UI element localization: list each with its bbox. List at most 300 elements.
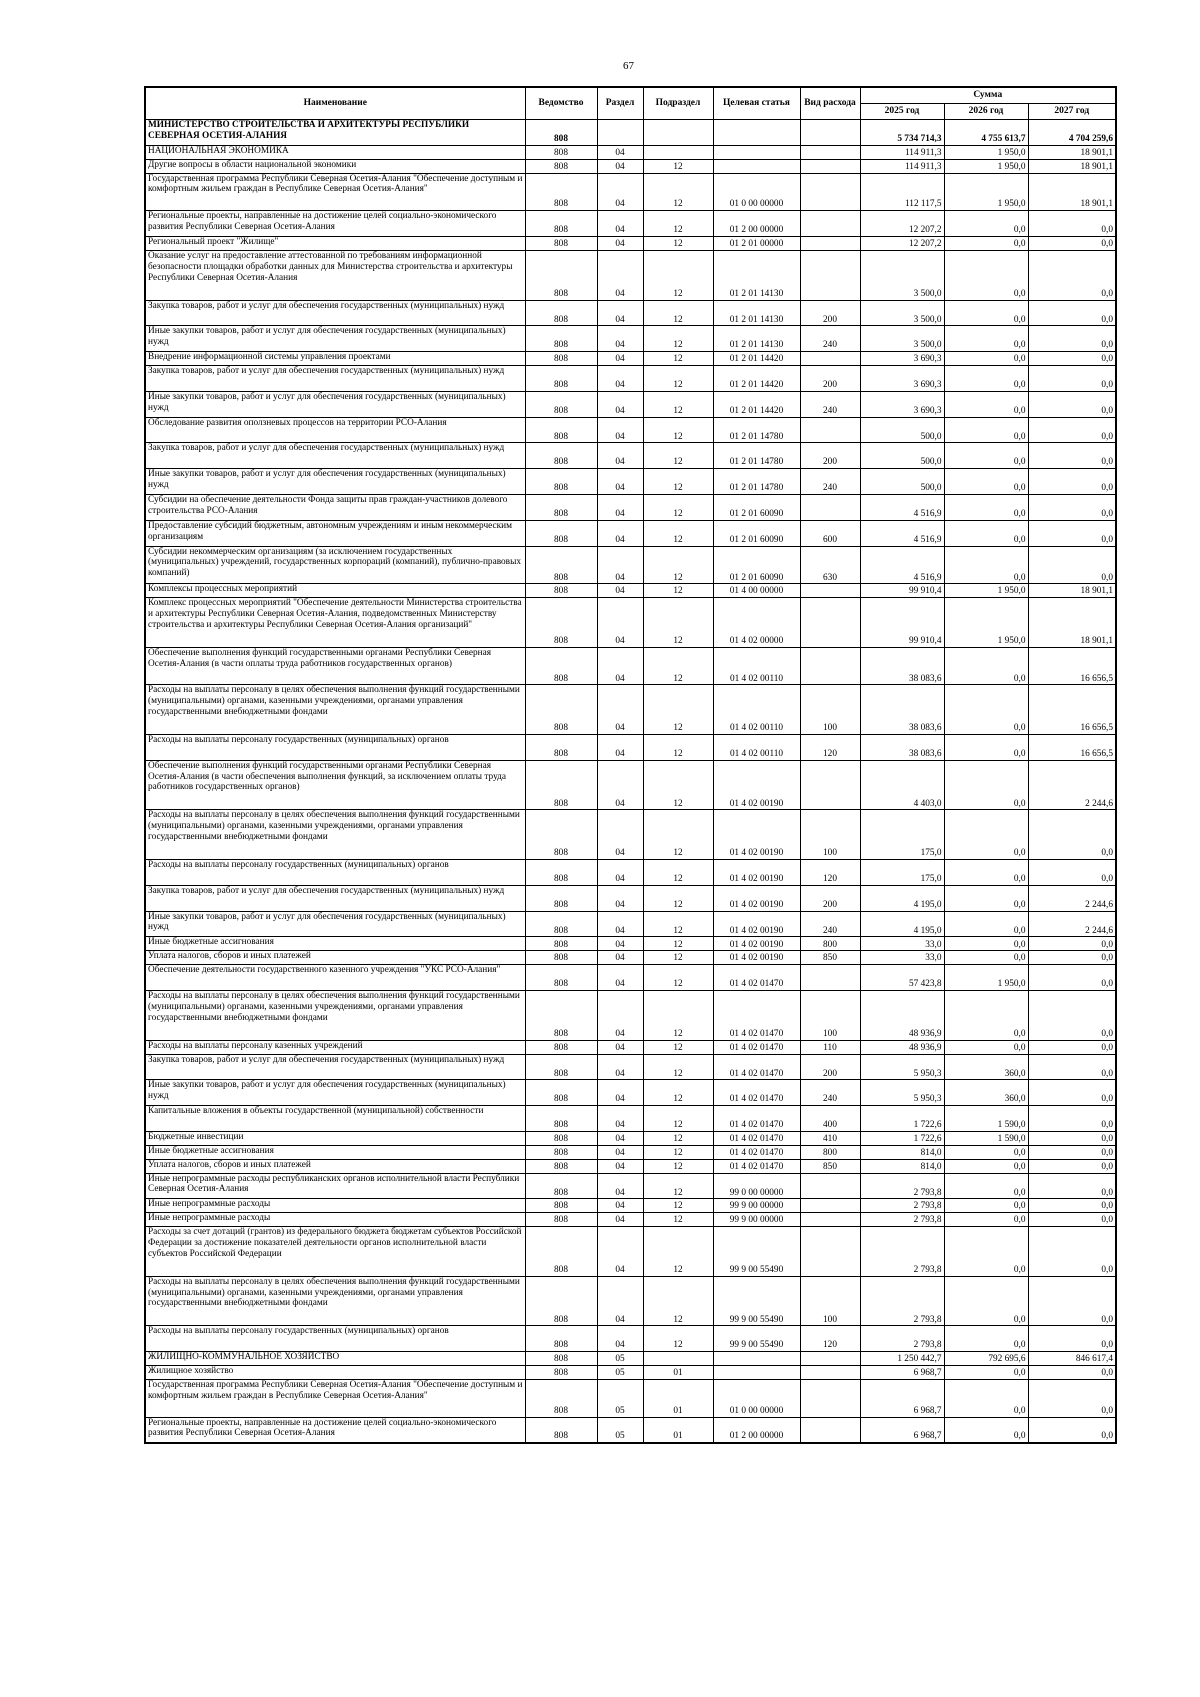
cell-vid-rashoda: 110 (800, 1040, 860, 1054)
cell-vid-rashoda: 100 (800, 810, 860, 860)
cell-vid-rashoda: 410 (800, 1131, 860, 1145)
cell-podrazdel: 12 (643, 735, 713, 761)
cell-sum-2026: 0,0 (944, 911, 1028, 937)
table-row (145, 911, 1116, 937)
cell-name: Иные бюджетные ассигнования (145, 1145, 525, 1159)
cell-celevaya-statya: 01 2 01 14130 (713, 250, 800, 300)
cell-name: Расходы на выплаты персоналу в целях обеспечения выполнения функций государственными (муниципальными) органами, казенными учреждениями, органами управления государственными внебюджетными фондами (145, 810, 525, 860)
table-row (145, 810, 1116, 860)
cell-sum-2026: 0,0 (944, 250, 1028, 300)
cell-podrazdel: 12 (643, 885, 713, 911)
cell-celevaya-statya: 99 9 00 00000 (713, 1199, 800, 1213)
cell-vedomstvo: 808 (525, 1326, 597, 1352)
cell-sum-2026: 0,0 (944, 1213, 1028, 1227)
cell-vedomstvo: 808 (525, 1417, 597, 1443)
table-row (145, 991, 1116, 1041)
cell-vedomstvo: 808 (525, 1131, 597, 1145)
cell-sum-2027: 18 901,1 (1028, 173, 1116, 211)
cell-vedomstvo: 808 (525, 495, 597, 521)
cell-celevaya-statya: 99 0 00 00000 (713, 1173, 800, 1199)
cell-vedomstvo: 808 (525, 951, 597, 965)
cell-sum-2026: 792 695,6 (944, 1352, 1028, 1366)
cell-name: Иные непрограммные расходы (145, 1213, 525, 1227)
cell-podrazdel: 12 (643, 1213, 713, 1227)
table-row (145, 1417, 1116, 1443)
cell-razdel: 04 (597, 495, 643, 521)
cell-vid-rashoda: 100 (800, 1276, 860, 1326)
table-row (145, 760, 1116, 810)
cell-vedomstvo: 808 (525, 237, 597, 251)
cell-razdel: 04 (597, 1159, 643, 1173)
cell-podrazdel: 12 (643, 366, 713, 392)
page-number: 67 (623, 60, 634, 72)
cell-sum-2027: 0,0 (1028, 1213, 1116, 1227)
cell-sum-2027: 18 901,1 (1028, 145, 1116, 159)
cell-sum-2025: 38 083,6 (860, 647, 944, 685)
cell-vid-rashoda (800, 598, 860, 648)
cell-celevaya-statya: 01 2 01 14130 (713, 300, 800, 326)
cell-name: Обеспечение выполнения функций государственными органами Республики Северная Осетия-Алания (в части оплаты труда работников государственных органов) (145, 647, 525, 685)
cell-name: Иные бюджетные ассигнования (145, 937, 525, 951)
cell-razdel: 04 (597, 1054, 643, 1080)
cell-sum-2026: 1 950,0 (944, 598, 1028, 648)
cell-razdel: 04 (597, 211, 643, 237)
cell-razdel: 04 (597, 885, 643, 911)
cell-sum-2026: 0,0 (944, 1199, 1028, 1213)
cell-sum-2027: 0,0 (1028, 1417, 1116, 1443)
cell-vid-rashoda: 240 (800, 1080, 860, 1106)
cell-sum-2026: 0,0 (944, 1379, 1028, 1417)
cell-sum-2025: 3 500,0 (860, 326, 944, 352)
cell-razdel: 05 (597, 1366, 643, 1380)
cell-razdel: 04 (597, 647, 643, 685)
cell-podrazdel: 12 (643, 1326, 713, 1352)
cell-celevaya-statya: 01 2 01 60090 (713, 520, 800, 546)
table-row (145, 443, 1116, 469)
cell-podrazdel: 12 (643, 326, 713, 352)
cell-sum-2025: 33,0 (860, 951, 944, 965)
cell-razdel: 04 (597, 937, 643, 951)
cell-sum-2025: 57 423,8 (860, 965, 944, 991)
table-row (145, 1366, 1116, 1380)
table-row (145, 1159, 1116, 1173)
cell-sum-2025: 1 722,6 (860, 1131, 944, 1145)
cell-sum-2025: 6 968,7 (860, 1379, 944, 1417)
cell-sum-2025: 5 734 714,3 (860, 120, 944, 146)
cell-podrazdel: 12 (643, 991, 713, 1041)
cell-sum-2026: 1 950,0 (944, 145, 1028, 159)
cell-razdel: 04 (597, 584, 643, 598)
cell-sum-2025: 814,0 (860, 1145, 944, 1159)
cell-sum-2026: 0,0 (944, 860, 1028, 886)
cell-vid-rashoda (800, 237, 860, 251)
cell-vedomstvo: 808 (525, 520, 597, 546)
cell-vid-rashoda (800, 647, 860, 685)
table-row (145, 1276, 1116, 1326)
table-row (145, 965, 1116, 991)
cell-razdel: 04 (597, 391, 643, 417)
cell-name: ЖИЛИЩНО-КОММУНАЛЬНОЕ ХОЗЯЙСТВО (145, 1352, 525, 1366)
cell-razdel: 04 (597, 760, 643, 810)
cell-vid-rashoda (800, 1352, 860, 1366)
cell-sum-2026: 360,0 (944, 1080, 1028, 1106)
cell-sum-2025: 1 722,6 (860, 1106, 944, 1132)
cell-celevaya-statya: 01 4 02 00110 (713, 685, 800, 735)
cell-name: Закупка товаров, работ и услуг для обеспечения государственных (муниципальных) нужд (145, 300, 525, 326)
cell-razdel: 04 (597, 326, 643, 352)
cell-name: Иные закупки товаров, работ и услуг для обеспечения государственных (муниципальных) нужд (145, 391, 525, 417)
cell-razdel: 04 (597, 443, 643, 469)
cell-sum-2027: 0,0 (1028, 1173, 1116, 1199)
cell-vid-rashoda (800, 250, 860, 300)
cell-razdel: 04 (597, 965, 643, 991)
cell-sum-2026: 0,0 (944, 1173, 1028, 1199)
cell-podrazdel: 12 (643, 911, 713, 937)
cell-podrazdel: 12 (643, 1145, 713, 1159)
cell-sum-2025: 175,0 (860, 810, 944, 860)
cell-name: Оказание услуг на предоставление аттестованной по требованиям информационной безопасности площадки обработки данных для Министерства строительства и архитектуры Республики Северная Осетия-Алания (145, 250, 525, 300)
cell-name: Комплексы процессных мероприятий (145, 584, 525, 598)
cell-vid-rashoda (800, 1366, 860, 1380)
cell-vedomstvo: 808 (525, 546, 597, 584)
header-vedomstvo: Ведомство (525, 87, 597, 120)
cell-sum-2026: 0,0 (944, 1227, 1028, 1277)
cell-vedomstvo: 808 (525, 1054, 597, 1080)
cell-name: Обеспечение выполнения функций государственными органами Республики Северная Осетия-Алания (в части обеспечения выполнения функций, за исключением оплаты труда работников государственных органов) (145, 760, 525, 810)
cell-sum-2026: 1 950,0 (944, 965, 1028, 991)
cell-vedomstvo: 808 (525, 1379, 597, 1417)
cell-sum-2026: 0,0 (944, 647, 1028, 685)
cell-vedomstvo: 808 (525, 937, 597, 951)
cell-sum-2027: 0,0 (1028, 1379, 1116, 1417)
table-header (145, 87, 1116, 120)
cell-razdel: 04 (597, 1276, 643, 1326)
header-summa: Сумма (860, 87, 1116, 104)
cell-podrazdel: 12 (643, 1173, 713, 1199)
cell-sum-2025: 2 793,8 (860, 1276, 944, 1326)
cell-razdel: 04 (597, 1213, 643, 1227)
cell-sum-2025: 2 793,8 (860, 1326, 944, 1352)
cell-sum-2025: 500,0 (860, 417, 944, 443)
cell-vid-rashoda (800, 760, 860, 810)
cell-sum-2027: 0,0 (1028, 1145, 1116, 1159)
cell-sum-2026: 0,0 (944, 735, 1028, 761)
cell-vedomstvo: 808 (525, 173, 597, 211)
cell-vid-rashoda: 200 (800, 300, 860, 326)
table-row (145, 173, 1116, 211)
cell-sum-2025: 99 910,4 (860, 598, 944, 648)
cell-sum-2027: 2 244,6 (1028, 885, 1116, 911)
cell-sum-2026: 1 950,0 (944, 159, 1028, 173)
cell-celevaya-statya (713, 145, 800, 159)
table-row (145, 584, 1116, 598)
cell-celevaya-statya: 01 2 01 14780 (713, 443, 800, 469)
cell-celevaya-statya: 01 4 02 01470 (713, 991, 800, 1041)
cell-podrazdel: 12 (643, 1276, 713, 1326)
cell-sum-2027: 0,0 (1028, 417, 1116, 443)
cell-vedomstvo: 808 (525, 647, 597, 685)
cell-sum-2027: 0,0 (1028, 1159, 1116, 1173)
cell-name: Государственная программа Республики Северная Осетия-Алания "Обеспечение доступным и комфортным жильем граждан в Республике Северная Осетия-Алания" (145, 1379, 525, 1417)
cell-sum-2026: 0,0 (944, 352, 1028, 366)
cell-name: Субсидии на обеспечение деятельности Фонда защиты прав граждан-участников долевого строительства РСО-Алания (145, 495, 525, 521)
cell-sum-2026: 0,0 (944, 951, 1028, 965)
cell-vid-rashoda: 200 (800, 885, 860, 911)
cell-sum-2026: 0,0 (944, 1040, 1028, 1054)
table-row (145, 1145, 1116, 1159)
table-row (145, 1054, 1116, 1080)
cell-vid-rashoda: 200 (800, 1054, 860, 1080)
cell-name: Иные непрограммные расходы (145, 1199, 525, 1213)
cell-sum-2026: 1 950,0 (944, 173, 1028, 211)
cell-vid-rashoda: 100 (800, 991, 860, 1041)
cell-celevaya-statya (713, 1366, 800, 1380)
cell-sum-2027: 0,0 (1028, 1040, 1116, 1054)
cell-celevaya-statya (713, 159, 800, 173)
cell-razdel: 04 (597, 1040, 643, 1054)
cell-sum-2026: 0,0 (944, 237, 1028, 251)
cell-sum-2025: 2 793,8 (860, 1227, 944, 1277)
cell-sum-2027: 0,0 (1028, 469, 1116, 495)
table-row (145, 546, 1116, 584)
cell-sum-2026: 4 755 613,7 (944, 120, 1028, 146)
table-row (145, 951, 1116, 965)
cell-sum-2027: 0,0 (1028, 250, 1116, 300)
cell-vedomstvo: 808 (525, 1106, 597, 1132)
cell-celevaya-statya: 01 2 01 14420 (713, 352, 800, 366)
cell-name: Капитальные вложения в объекты государственной (муниципальной) собственности (145, 1106, 525, 1132)
cell-name: Иные закупки товаров, работ и услуг для обеспечения государственных (муниципальных) нужд (145, 911, 525, 937)
table-row (145, 159, 1116, 173)
cell-vid-rashoda (800, 1379, 860, 1417)
cell-celevaya-statya: 01 2 01 14130 (713, 326, 800, 352)
cell-sum-2027: 0,0 (1028, 1054, 1116, 1080)
cell-vedomstvo: 808 (525, 685, 597, 735)
cell-razdel: 04 (597, 1145, 643, 1159)
cell-sum-2025: 4 516,9 (860, 546, 944, 584)
cell-celevaya-statya (713, 1352, 800, 1366)
cell-podrazdel: 12 (643, 443, 713, 469)
cell-name: Расходы на выплаты персоналу в целях обеспечения выполнения функций государственными (муниципальными) органами, казенными учреждениями, органами управления государственными внебюджетными фондами (145, 1276, 525, 1326)
cell-sum-2025: 500,0 (860, 443, 944, 469)
cell-podrazdel: 01 (643, 1379, 713, 1417)
cell-celevaya-statya: 01 4 02 00190 (713, 951, 800, 965)
cell-celevaya-statya: 01 4 02 01470 (713, 965, 800, 991)
cell-podrazdel: 12 (643, 937, 713, 951)
cell-vedomstvo: 808 (525, 885, 597, 911)
cell-celevaya-statya: 01 4 02 00110 (713, 735, 800, 761)
table-row (145, 1352, 1116, 1366)
cell-podrazdel: 12 (643, 647, 713, 685)
cell-name: МИНИСТЕРСТВО СТРОИТЕЛЬСТВА И АРХИТЕКТУРЫ РЕСПУБЛИКИ СЕВЕРНАЯ ОСЕТИЯ-АЛАНИЯ (145, 120, 525, 146)
cell-sum-2025: 2 793,8 (860, 1213, 944, 1227)
table-row (145, 469, 1116, 495)
cell-name: Субсидии некоммерческим организациям (за исключением государственных (муниципальных) учреждений, государственных корпораций (компаний), публично-правовых компаний) (145, 546, 525, 584)
cell-razdel: 04 (597, 145, 643, 159)
cell-vedomstvo: 808 (525, 352, 597, 366)
cell-sum-2027: 0,0 (1028, 937, 1116, 951)
table-row (145, 300, 1116, 326)
cell-sum-2025: 1 250 442,7 (860, 1352, 944, 1366)
cell-sum-2025: 4 403,0 (860, 760, 944, 810)
cell-vid-rashoda: 800 (800, 937, 860, 951)
cell-podrazdel: 12 (643, 951, 713, 965)
cell-podrazdel (643, 1352, 713, 1366)
cell-vid-rashoda (800, 965, 860, 991)
cell-celevaya-statya: 01 2 01 60090 (713, 546, 800, 584)
header-year-2027: 2027 год (1028, 104, 1116, 120)
table-row (145, 1131, 1116, 1145)
cell-name: Уплата налогов, сборов и иных платежей (145, 1159, 525, 1173)
cell-name: Бюджетные инвестиции (145, 1131, 525, 1145)
cell-vedomstvo: 808 (525, 810, 597, 860)
table-row (145, 860, 1116, 886)
header-year-2026: 2026 год (944, 104, 1028, 120)
cell-sum-2025: 2 793,8 (860, 1173, 944, 1199)
cell-sum-2026: 0,0 (944, 760, 1028, 810)
cell-sum-2026: 0,0 (944, 366, 1028, 392)
cell-sum-2025: 814,0 (860, 1159, 944, 1173)
table-row (145, 145, 1116, 159)
cell-podrazdel: 12 (643, 417, 713, 443)
cell-name: Иные закупки товаров, работ и услуг для обеспечения государственных (муниципальных) нужд (145, 326, 525, 352)
cell-celevaya-statya: 01 4 02 01470 (713, 1159, 800, 1173)
cell-razdel: 04 (597, 546, 643, 584)
cell-sum-2027: 0,0 (1028, 352, 1116, 366)
cell-name: Расходы на выплаты персоналу казенных учреждений (145, 1040, 525, 1054)
cell-sum-2025: 33,0 (860, 937, 944, 951)
cell-celevaya-statya: 01 4 02 01470 (713, 1131, 800, 1145)
cell-sum-2026: 0,0 (944, 211, 1028, 237)
cell-razdel: 04 (597, 991, 643, 1041)
table-row (145, 366, 1116, 392)
cell-celevaya-statya: 01 2 00 00000 (713, 1417, 800, 1443)
cell-sum-2027: 0,0 (1028, 810, 1116, 860)
cell-podrazdel: 12 (643, 1199, 713, 1213)
table-row (145, 598, 1116, 648)
cell-vid-rashoda: 850 (800, 951, 860, 965)
cell-vid-rashoda (800, 584, 860, 598)
cell-sum-2025: 175,0 (860, 860, 944, 886)
cell-podrazdel: 12 (643, 860, 713, 886)
cell-name: Закупка товаров, работ и услуг для обеспечения государственных (муниципальных) нужд (145, 885, 525, 911)
header-vid-rashoda: Вид расхода (800, 87, 860, 120)
header-year-2025: 2025 год (860, 104, 944, 120)
cell-sum-2027: 0,0 (1028, 391, 1116, 417)
cell-sum-2026: 0,0 (944, 810, 1028, 860)
cell-celevaya-statya: 01 2 01 14420 (713, 391, 800, 417)
cell-vid-rashoda (800, 211, 860, 237)
cell-vedomstvo: 808 (525, 1276, 597, 1326)
cell-celevaya-statya (713, 120, 800, 146)
cell-sum-2025: 6 968,7 (860, 1417, 944, 1443)
table-row (145, 1173, 1116, 1199)
cell-celevaya-statya: 01 4 02 00190 (713, 860, 800, 886)
cell-vedomstvo: 808 (525, 120, 597, 146)
header-name: Наименование (145, 87, 525, 120)
table-row (145, 417, 1116, 443)
cell-sum-2026: 0,0 (944, 1326, 1028, 1352)
cell-podrazdel: 12 (643, 495, 713, 521)
cell-sum-2027: 0,0 (1028, 443, 1116, 469)
cell-sum-2026: 0,0 (944, 520, 1028, 546)
cell-sum-2027: 0,0 (1028, 520, 1116, 546)
cell-sum-2025: 3 690,3 (860, 391, 944, 417)
cell-name: Обследование развития оползневых процессов на территории РСО-Алания (145, 417, 525, 443)
cell-vid-rashoda (800, 159, 860, 173)
cell-vid-rashoda: 240 (800, 469, 860, 495)
cell-sum-2027: 0,0 (1028, 366, 1116, 392)
cell-sum-2025: 114 911,3 (860, 145, 944, 159)
cell-razdel: 04 (597, 860, 643, 886)
cell-podrazdel: 12 (643, 1080, 713, 1106)
cell-vid-rashoda: 240 (800, 911, 860, 937)
cell-sum-2027: 0,0 (1028, 546, 1116, 584)
cell-podrazdel: 12 (643, 211, 713, 237)
cell-razdel: 04 (597, 159, 643, 173)
table-row (145, 1227, 1116, 1277)
cell-sum-2026: 0,0 (944, 937, 1028, 951)
cell-sum-2026: 0,0 (944, 326, 1028, 352)
cell-sum-2027: 0,0 (1028, 300, 1116, 326)
cell-podrazdel (643, 145, 713, 159)
cell-sum-2026: 0,0 (944, 469, 1028, 495)
cell-razdel: 04 (597, 1173, 643, 1199)
cell-podrazdel: 12 (643, 520, 713, 546)
cell-sum-2025: 12 207,2 (860, 211, 944, 237)
table-row (145, 520, 1116, 546)
cell-sum-2026: 0,0 (944, 443, 1028, 469)
cell-celevaya-statya: 01 4 02 00190 (713, 937, 800, 951)
cell-vid-rashoda (800, 145, 860, 159)
cell-vedomstvo: 808 (525, 1352, 597, 1366)
cell-sum-2026: 0,0 (944, 417, 1028, 443)
cell-sum-2026: 0,0 (944, 1276, 1028, 1326)
cell-sum-2027: 0,0 (1028, 1131, 1116, 1145)
table-row (145, 1106, 1116, 1132)
cell-sum-2026: 360,0 (944, 1054, 1028, 1080)
cell-celevaya-statya: 01 4 02 00190 (713, 885, 800, 911)
header-podrazdel: Подраздел (643, 87, 713, 120)
cell-celevaya-statya: 01 2 01 14420 (713, 366, 800, 392)
cell-name: Расходы на выплаты персоналу государственных (муниципальных) органов (145, 860, 525, 886)
cell-razdel: 04 (597, 598, 643, 648)
cell-name: Расходы на выплаты персоналу в целях обеспечения выполнения функций государственными (муниципальными) органами, казенными учреждениями, органами управления государственными внебюджетными фондами (145, 991, 525, 1041)
cell-sum-2025: 38 083,6 (860, 685, 944, 735)
cell-sum-2027: 0,0 (1028, 1106, 1116, 1132)
cell-celevaya-statya: 01 4 02 01470 (713, 1054, 800, 1080)
cell-sum-2025: 48 936,9 (860, 991, 944, 1041)
cell-vedomstvo: 808 (525, 250, 597, 300)
cell-podrazdel: 12 (643, 1227, 713, 1277)
cell-podrazdel (643, 120, 713, 146)
cell-podrazdel: 12 (643, 1040, 713, 1054)
table-row (145, 1199, 1116, 1213)
table-row (145, 120, 1116, 146)
cell-vedomstvo: 808 (525, 211, 597, 237)
cell-razdel: 04 (597, 237, 643, 251)
cell-sum-2027: 18 901,1 (1028, 159, 1116, 173)
cell-celevaya-statya: 01 2 00 00000 (713, 211, 800, 237)
cell-podrazdel: 12 (643, 173, 713, 211)
cell-sum-2025: 112 117,5 (860, 173, 944, 211)
cell-podrazdel: 12 (643, 159, 713, 173)
cell-vedomstvo: 808 (525, 391, 597, 417)
cell-name: Иные закупки товаров, работ и услуг для обеспечения государственных (муниципальных) нужд (145, 469, 525, 495)
cell-vedomstvo: 808 (525, 965, 597, 991)
cell-name: Жилищное хозяйство (145, 1366, 525, 1380)
cell-podrazdel: 12 (643, 352, 713, 366)
